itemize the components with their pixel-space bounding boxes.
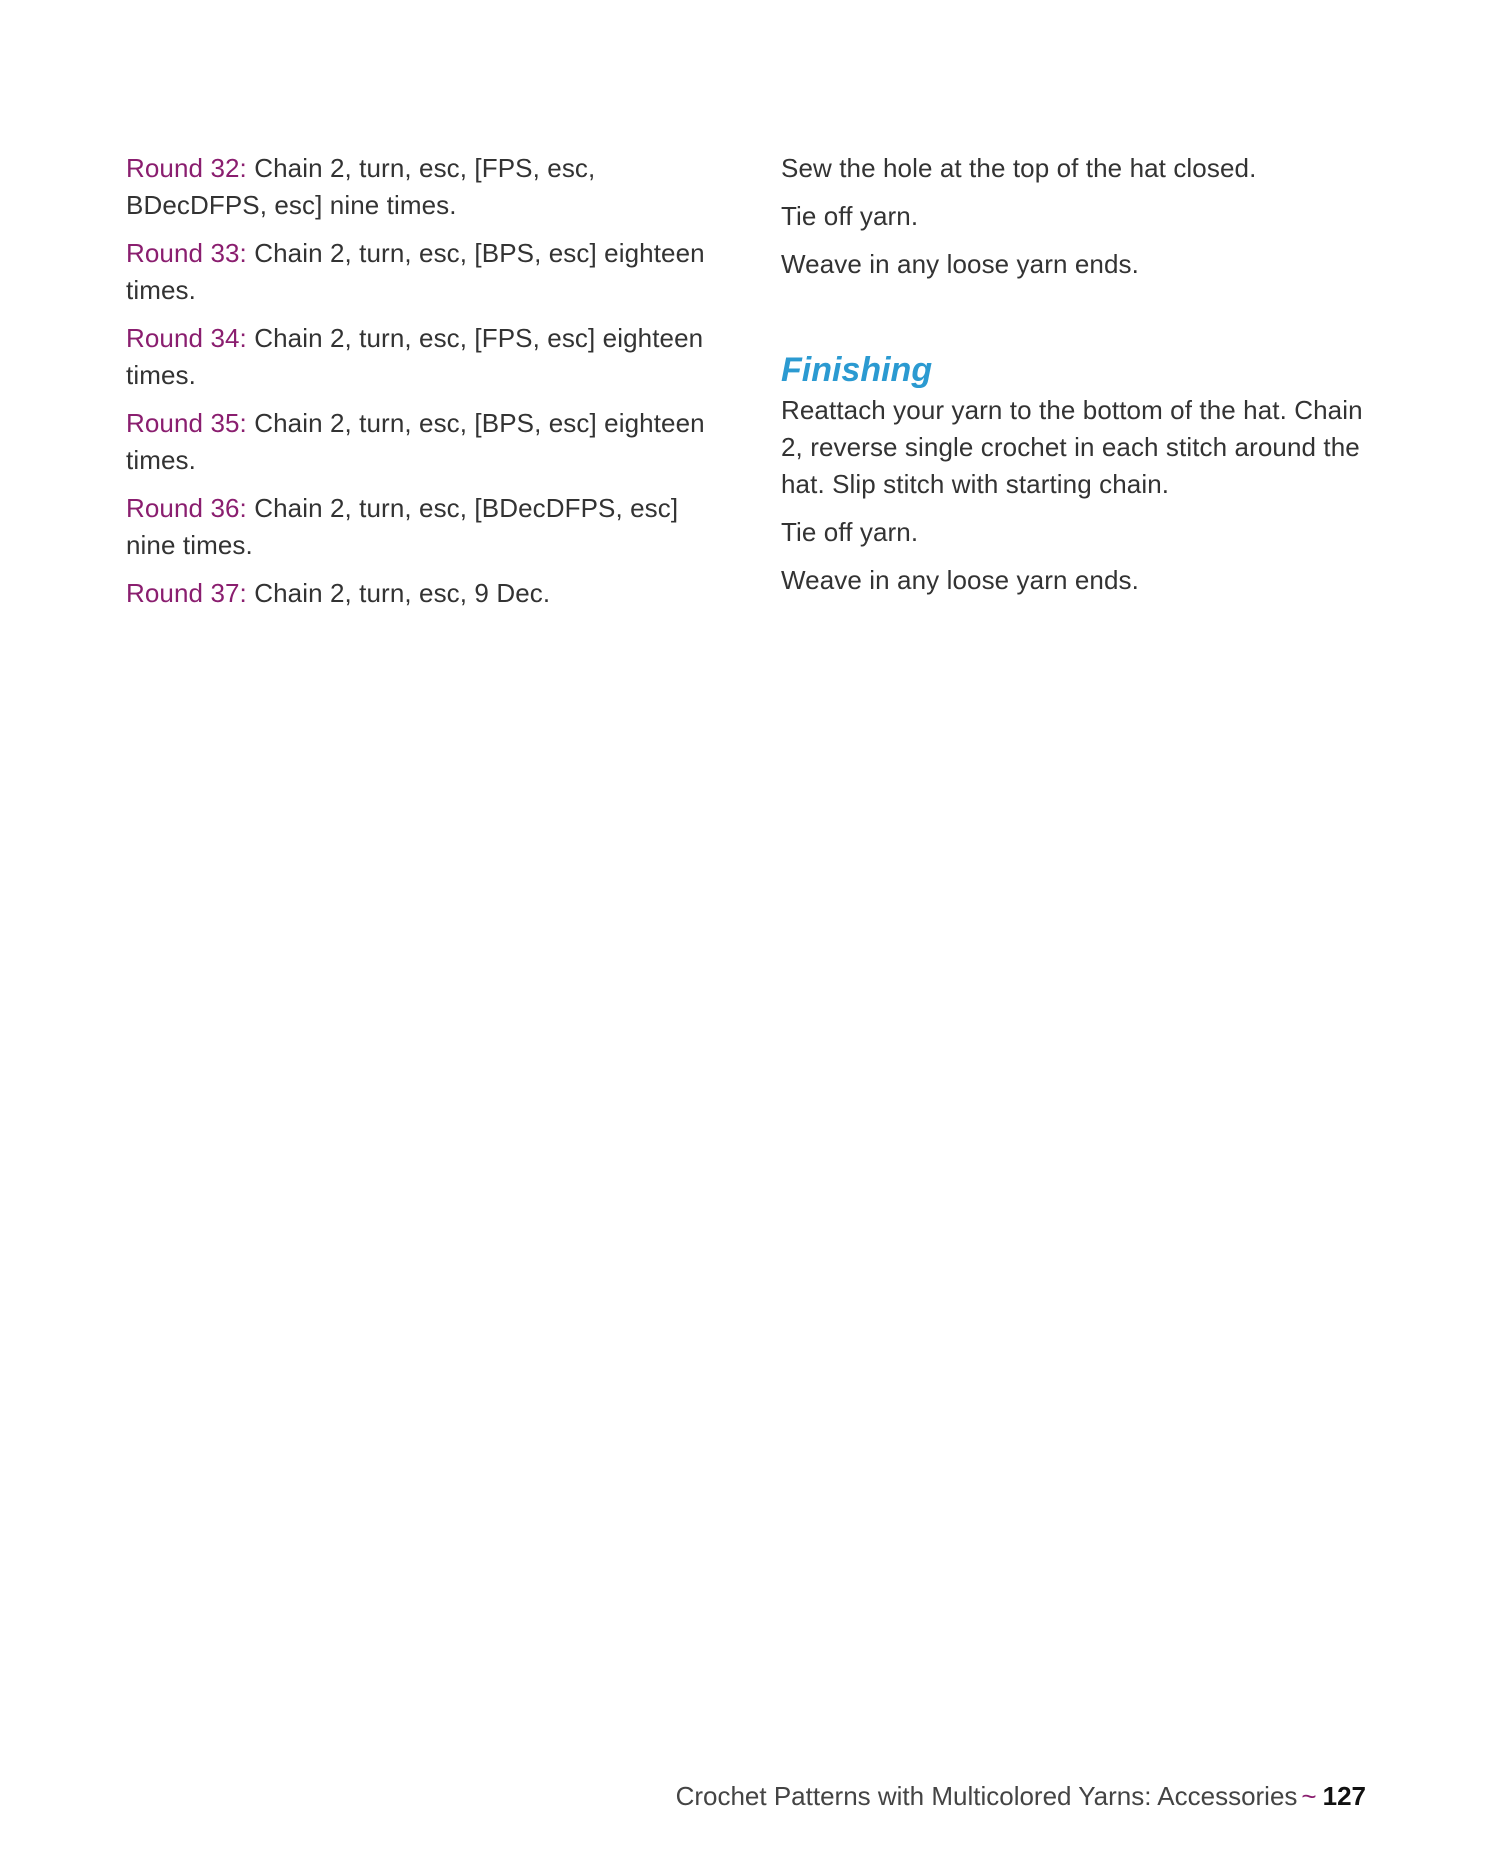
weave-ends-instruction: Weave in any loose yarn ends. — [781, 249, 1139, 279]
round-35-label: Round 35: — [126, 408, 247, 438]
round-36-label: Round 36: — [126, 493, 247, 523]
tie-off-instruction: Tie off yarn. — [781, 201, 919, 231]
round-37-label: Round 37: — [126, 578, 247, 608]
round-36-text: Chain 2, turn, esc, [BDecDFPS, esc] nine times. — [126, 493, 679, 560]
page-footer — [676, 1779, 1366, 1813]
round-35-text: Chain 2, turn, esc, [BPS, esc] eighteen times. — [126, 408, 705, 475]
round-32-instruction — [126, 150, 726, 224]
round-34-instruction — [126, 320, 726, 394]
sew-hole-instruction: Sew the hole at the top of the hat closed. — [781, 153, 1257, 183]
round-32-label: Round 32: — [126, 153, 247, 183]
round-34-text: Chain 2, turn, esc, [FPS, esc] eighteen times. — [126, 323, 704, 390]
round-34-label: Round 34: — [126, 323, 247, 353]
round-33-text: Chain 2, turn, esc, [BPS, esc] eighteen times. — [126, 238, 705, 305]
round-33-label: Round 33: — [126, 238, 247, 268]
footer-book-title: Crochet Patterns with Multicolored Yarns: Accessories — [675, 1781, 1298, 1811]
page-number: 127 — [1322, 1781, 1366, 1811]
right-column — [781, 150, 1381, 610]
round-33-instruction — [126, 235, 726, 309]
finishing-weave-ends-instruction: Weave in any loose yarn ends. — [781, 565, 1139, 595]
footer-separator: ~ — [1301, 1781, 1317, 1811]
section-spacer — [781, 294, 1381, 350]
finishing-tie-off-instruction: Tie off yarn. — [781, 517, 919, 547]
left-column — [126, 150, 726, 623]
finishing-reattach-instruction: Reattach your yarn to the bottom of the hat. Chain 2, reverse single crochet in each stitch around the hat. Slip stitch with starting chain. — [781, 395, 1363, 499]
round-37-instruction — [126, 575, 726, 612]
round-35-instruction — [126, 405, 726, 479]
round-32-text: Chain 2, turn, esc, [FPS, esc, BDecDFPS, esc] nine times. — [126, 153, 596, 220]
round-36-instruction — [126, 490, 726, 564]
round-37-text: Chain 2, turn, esc, 9 Dec. — [246, 578, 551, 608]
finishing-heading: Finishing — [781, 351, 933, 389]
